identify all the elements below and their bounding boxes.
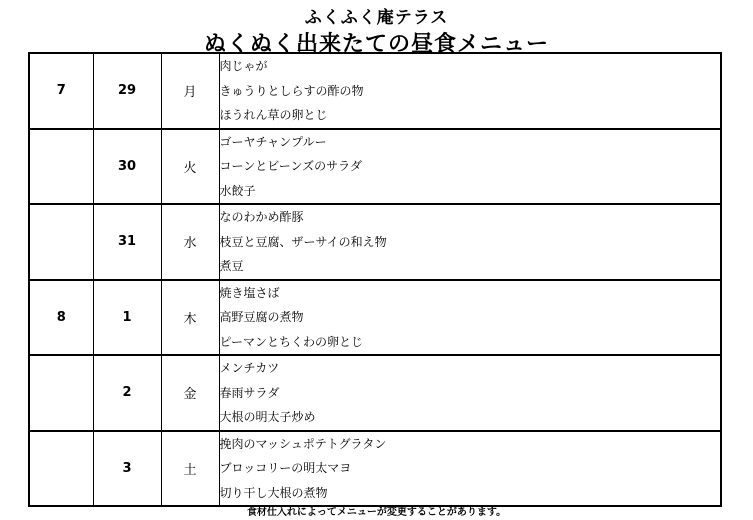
month-cell: 7 bbox=[29, 53, 93, 129]
menu-row bbox=[29, 129, 721, 205]
dish-item: 高野豆腐の煮物 bbox=[219, 310, 304, 324]
menu-row bbox=[29, 431, 721, 507]
menu-row bbox=[29, 53, 721, 129]
dish-item: コーンとビーンズのサラダ bbox=[219, 159, 363, 173]
menu-row bbox=[29, 204, 721, 280]
footnote: 食材仕入れによってメニューが変更することがあります。 bbox=[246, 507, 507, 518]
dish-item: 挽肉のマッシュポテトグラタン bbox=[219, 436, 387, 451]
day-cell: 29 bbox=[93, 53, 161, 129]
page-title: ぬくぬく出来たての昼食メニュー bbox=[203, 32, 549, 57]
dish-item: 枝豆と豆腐、ザーサイの和え物 bbox=[219, 234, 387, 249]
weekday-cell: 土 bbox=[161, 431, 219, 507]
day-cell: 3 bbox=[93, 431, 161, 507]
dish-item: なのわかめ酢豚 bbox=[219, 210, 304, 224]
dish-item: 切り干し大根の煮物 bbox=[219, 485, 328, 500]
dishes-cell bbox=[219, 431, 721, 507]
day-cell: 2 bbox=[93, 355, 161, 431]
dish-item: ブロッコリーの明太マヨ bbox=[219, 461, 352, 475]
month-cell bbox=[29, 204, 93, 280]
weekday-cell: 木 bbox=[161, 280, 219, 356]
dish-item: 焼き塩さば bbox=[219, 285, 280, 300]
weekday-cell: 水 bbox=[161, 204, 219, 280]
weekday-cell: 火 bbox=[161, 129, 219, 205]
dish-item: ゴーヤチャンプルー bbox=[219, 134, 327, 149]
weekday-cell: 月 bbox=[161, 53, 219, 129]
dishes-cell bbox=[219, 129, 721, 205]
dish-item: 煮豆 bbox=[219, 259, 244, 273]
month-cell bbox=[29, 431, 93, 507]
month-cell: 8 bbox=[29, 280, 93, 356]
month-cell bbox=[29, 355, 93, 431]
dish-item: 大根の明太子炒め bbox=[219, 410, 316, 424]
dish-item: ほうれん草の卵とじ bbox=[219, 108, 328, 122]
dish-item: メンチカツ bbox=[219, 361, 280, 375]
restaurant-name: ふくふく庵テラス bbox=[304, 8, 449, 28]
dish-item: 春雨サラダ bbox=[219, 385, 280, 400]
dish-item: 肉じゃが bbox=[219, 59, 268, 73]
lunch-menu-table bbox=[28, 52, 722, 507]
weekday-cell: 金 bbox=[161, 355, 219, 431]
day-cell: 1 bbox=[93, 280, 161, 356]
menu-row bbox=[29, 355, 721, 431]
dish-item: きゅうりとしらすの酢の物 bbox=[219, 83, 364, 98]
dish-item: 水餃子 bbox=[219, 183, 256, 198]
dishes-cell bbox=[219, 53, 721, 129]
dishes-cell bbox=[219, 204, 721, 280]
dish-item: ピーマンとちくわの卵とじ bbox=[219, 334, 364, 349]
dishes-cell bbox=[219, 355, 721, 431]
menu-row bbox=[29, 280, 721, 356]
dishes-cell bbox=[219, 280, 721, 356]
month-cell bbox=[29, 129, 93, 205]
day-cell: 31 bbox=[93, 204, 161, 280]
day-cell: 30 bbox=[93, 129, 161, 205]
